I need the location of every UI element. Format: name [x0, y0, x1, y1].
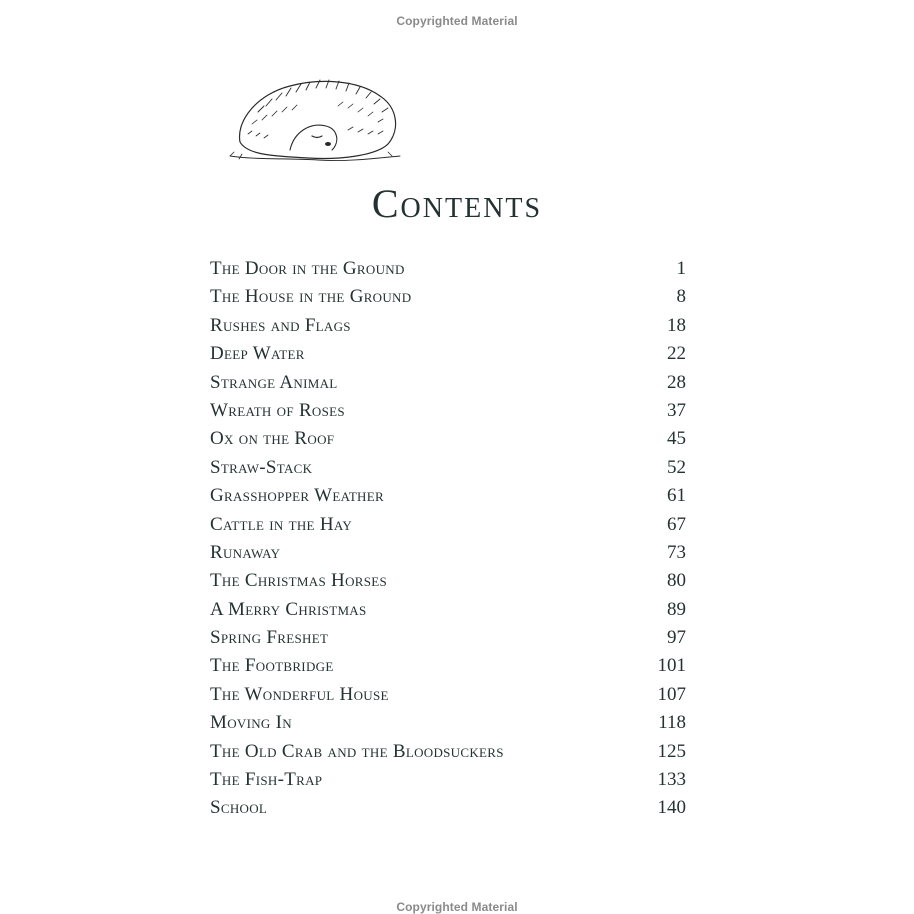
toc-entry[interactable] [210, 795, 686, 823]
toc-entry-title: Cattle in the Hay [210, 513, 353, 535]
toc-entry-page: 101 [657, 655, 686, 677]
toc-entry-title: Grasshopper Weather [210, 485, 384, 507]
toc-entry-title: A Merry Christmas [210, 598, 367, 620]
toc-entry[interactable] [210, 597, 686, 625]
toc-entry-page: 97 [667, 627, 686, 649]
toc-entry-page: 118 [658, 712, 686, 734]
toc-entry-page: 45 [667, 428, 686, 450]
toc-entry-title: Spring Freshet [210, 627, 329, 649]
toc-entry[interactable] [210, 284, 686, 312]
toc-entry[interactable] [210, 767, 686, 795]
toc-entry-page: 18 [667, 314, 686, 336]
toc-entry-title: The Christmas Horses [210, 570, 388, 592]
toc-entry-title: Strange Animal [210, 371, 338, 393]
toc-entry[interactable] [210, 455, 686, 483]
sleeping-animal-sketch-icon [228, 72, 403, 164]
toc-entry-page: 89 [667, 598, 686, 620]
toc-entry-page: 80 [667, 570, 686, 592]
toc-entry-page: 125 [657, 740, 686, 762]
toc-entry[interactable] [210, 653, 686, 681]
toc-entry-title: The Door in the Ground [210, 258, 405, 279]
toc-entry-page: 52 [667, 456, 686, 478]
toc-entry-title: Straw-Stack [210, 456, 313, 478]
toc-entry[interactable] [210, 313, 686, 341]
toc-entry-title: Rushes and Flags [210, 314, 351, 336]
toc-entry-title: The Footbridge [210, 655, 334, 677]
toc-entry-page: 133 [657, 769, 686, 791]
toc-entry-page: 1 [676, 258, 686, 279]
toc-entry-page: 37 [667, 399, 686, 421]
toc-entry[interactable] [210, 256, 686, 284]
toc-entry[interactable] [210, 341, 686, 369]
contents-heading: Contents [371, 181, 543, 226]
toc-entry-title: The House in the Ground [210, 286, 412, 308]
copyright-watermark-top: Copyrighted Material [396, 14, 518, 28]
toc-entry-title: Wreath of Roses [210, 399, 345, 421]
toc-entry[interactable] [210, 568, 686, 596]
toc-entry-page: 8 [676, 286, 686, 308]
toc-entry[interactable] [210, 398, 686, 426]
toc-entry-page: 61 [667, 485, 686, 507]
toc-entry[interactable] [210, 682, 686, 710]
toc-entry-page: 67 [667, 513, 686, 535]
copyright-watermark-bottom: Copyrighted Material [396, 900, 518, 914]
toc-entry[interactable] [210, 426, 686, 454]
toc-entry-title: Ox on the Roof [210, 428, 335, 450]
toc-entry-page: 22 [667, 343, 686, 365]
toc-entry-title: Moving In [210, 712, 292, 734]
toc-entry-page: 73 [667, 541, 686, 563]
toc-entry-page: 28 [667, 371, 686, 393]
toc-entry[interactable] [210, 483, 686, 511]
toc-entry-title: Runaway [210, 541, 281, 563]
table-of-contents [210, 256, 686, 824]
toc-entry-title: School [210, 797, 268, 819]
toc-entry-title: The Fish-Trap [210, 769, 323, 791]
toc-entry-title: The Old Crab and the Bloodsuckers [210, 740, 504, 762]
toc-entry-title: Deep Water [210, 343, 305, 365]
toc-entry[interactable] [210, 540, 686, 568]
toc-entry[interactable] [210, 512, 686, 540]
toc-entry[interactable] [210, 710, 686, 738]
toc-entry-page: 140 [657, 797, 686, 819]
toc-entry-page: 107 [657, 683, 686, 705]
toc-entry[interactable] [210, 625, 686, 653]
toc-entry-title: The Wonderful House [210, 683, 389, 705]
toc-entry[interactable] [210, 739, 686, 767]
toc-entry[interactable] [210, 370, 686, 398]
